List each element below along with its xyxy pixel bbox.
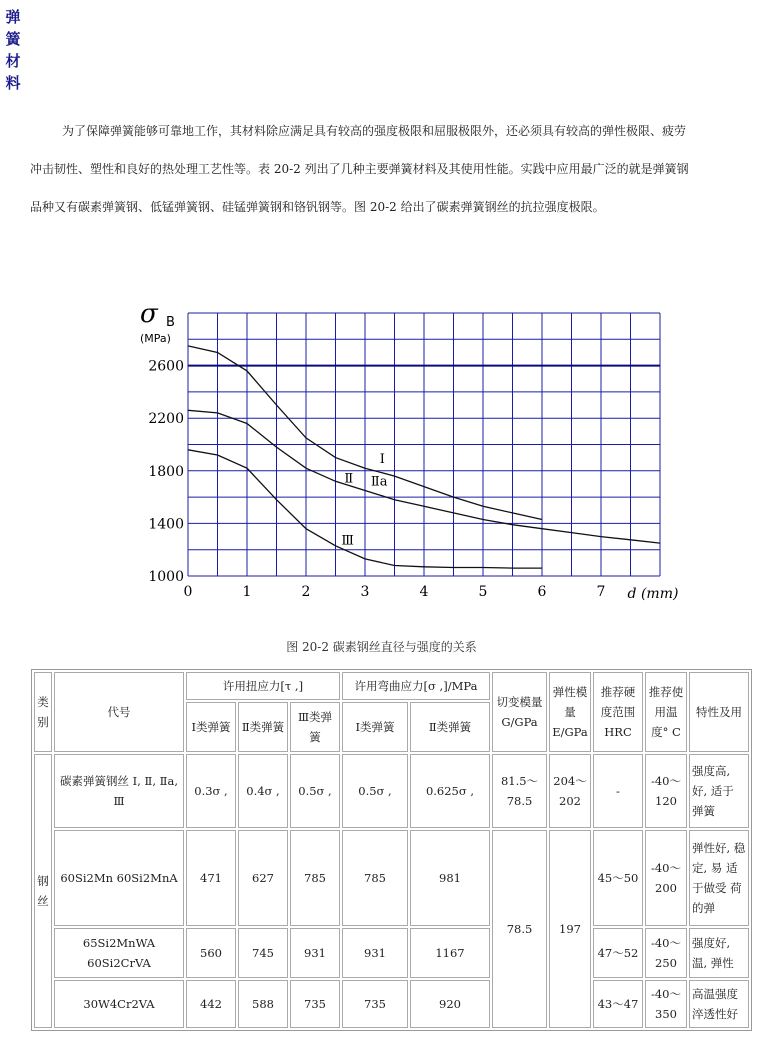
table-row	[34, 980, 749, 1028]
header-bending: 许用弯曲应力[σ ,]/MPa	[342, 672, 490, 700]
torsion-3-cell: 931	[290, 928, 340, 978]
torsion-1-cell: 0.3σ ,	[186, 754, 236, 828]
bending-2-cell: 0.625σ ,	[410, 754, 490, 828]
torsion-2-cell: 745	[238, 928, 288, 978]
section-title	[4, 6, 22, 94]
table-row	[34, 928, 749, 978]
header-shear-modulus: 切变模量 G/GPa	[492, 672, 547, 752]
title-char: 料	[5, 74, 21, 92]
code-cell: 60Si2Mn 60Si2MnA	[54, 830, 184, 926]
y-axis-unit: (MPa)	[140, 332, 171, 345]
code-cell: 65Si2MnWA 60Si2CrVA	[54, 928, 184, 978]
x-tick-label: 3	[360, 584, 370, 600]
code-cell: 碳素弹簧钢丝 Ⅰ, Ⅱ, Ⅱa, Ⅲ	[54, 754, 184, 828]
paragraph-line: 品种又有碳素弹簧钢、低锰弹簧钢、硅锰弹簧钢和铬钒钢等。图 20-2 给出了碳素弹簧钢丝的抗拉强度极限。	[30, 200, 605, 214]
temperature-cell: -40～ 120	[645, 754, 687, 828]
elastic-modulus-cell: 197	[549, 830, 591, 1028]
torsion-2-cell: 0.4σ ,	[238, 754, 288, 828]
features-cell: 弹性好, 稳定, 易 适于做受 荷的弹	[689, 830, 749, 926]
y-tick-label: 1400	[148, 516, 184, 533]
header-hrc: 推荐硬度范围 HRC	[593, 672, 643, 752]
hrc-cell: -	[593, 754, 643, 828]
paragraph-line: 为了保障弹簧能够可靠地工作，其材料除应满足具有较高的强度极限和屈服极限外，还必须具有较高的弹性极限、疲劳	[62, 124, 687, 138]
bending-1-cell: 931	[342, 928, 408, 978]
bending-1-cell: 735	[342, 980, 408, 1028]
y-tick-label: 1000	[148, 569, 184, 585]
bending-1-cell: 0.5σ ,	[342, 754, 408, 828]
bending-1-cell: 785	[342, 830, 408, 926]
header-torsion-3: Ⅲ类弹簧	[290, 702, 340, 752]
header-elastic-modulus: 弹性模量 E/GPa	[549, 672, 591, 752]
hrc-cell: 47～52	[593, 928, 643, 978]
paragraph-line: 冲击韧性、塑性和良好的热处理工艺性等。表 20-2 列出了几种主要弹簧材料及其使用性能。实践中应用最广泛的就是弹簧钢	[30, 162, 689, 176]
torsion-1-cell: 560	[186, 928, 236, 978]
x-tick-label: 5	[478, 584, 488, 600]
spring-material-table	[31, 669, 752, 1031]
y-tick-label: 1800	[148, 463, 184, 480]
header-torsion-2: Ⅱ类弹簧	[238, 702, 288, 752]
header-bending-1: Ⅰ类弹簧	[342, 702, 408, 752]
shear-modulus-cell: 81.5～ 78.5	[492, 754, 547, 828]
x-tick-label: 6	[537, 584, 547, 600]
table-row	[34, 830, 749, 926]
hrc-cell: 43～47	[593, 980, 643, 1028]
curve-label: Ⅱa	[370, 474, 388, 490]
temperature-cell: -40～ 200	[645, 830, 687, 926]
torsion-1-cell: 442	[186, 980, 236, 1028]
intro-paragraph	[30, 112, 763, 226]
code-cell: 30W4Cr2VA	[54, 980, 184, 1028]
header-torsion: 许用扭应力[τ ,]	[186, 672, 340, 700]
title-char: 弹	[5, 8, 21, 26]
x-tick-label: 0	[183, 584, 193, 600]
torsion-3-cell: 0.5σ ,	[290, 754, 340, 828]
x-tick-label: 7	[596, 584, 606, 600]
curve-label: Ⅲ	[341, 533, 354, 549]
features-cell: 强度好, 温, 弹性	[689, 928, 749, 978]
torsion-2-cell: 588	[238, 980, 288, 1028]
category-cell: 钢丝	[34, 754, 52, 1028]
title-char: 材	[5, 52, 21, 70]
header-temperature: 推荐使用温度° C	[645, 672, 687, 752]
header-code: 代号	[54, 672, 184, 752]
bending-2-cell: 1167	[410, 928, 490, 978]
temperature-cell: -40～ 250	[645, 928, 687, 978]
torsion-3-cell: 735	[290, 980, 340, 1028]
header-bending-2: Ⅱ类弹簧	[410, 702, 490, 752]
x-tick-label: 2	[301, 584, 311, 600]
shear-modulus-cell: 78.5	[492, 830, 547, 1028]
y-tick-label: 2200	[148, 411, 184, 428]
y-tick-label: 2600	[148, 358, 184, 375]
torsion-1-cell: 471	[186, 830, 236, 926]
torsion-3-cell: 785	[290, 830, 340, 926]
header-torsion-1: Ⅰ类弹簧	[186, 702, 236, 752]
features-cell: 高温强度 淬透性好	[689, 980, 749, 1028]
x-tick-label: 1	[242, 584, 252, 600]
header-features: 特性及用	[689, 672, 749, 752]
x-tick-label: 4	[419, 584, 429, 600]
hrc-cell: 45～50	[593, 830, 643, 926]
y-axis-symbol: σ	[140, 299, 158, 329]
bending-2-cell: 920	[410, 980, 490, 1028]
y-axis-subscript: B	[166, 315, 175, 330]
figure-caption: 图 20-2 碳素钢丝直径与强度的关系	[286, 640, 477, 654]
curve-label: Ⅱ	[344, 471, 354, 487]
torsion-2-cell: 627	[238, 830, 288, 926]
temperature-cell: -40～ 350	[645, 980, 687, 1028]
features-cell: 强度高, 好, 适于 弹簧	[689, 754, 749, 828]
table-row	[34, 754, 749, 828]
bending-2-cell: 981	[410, 830, 490, 926]
header-category: 类别	[34, 672, 52, 752]
elastic-modulus-cell: 204～ 202	[549, 754, 591, 828]
x-axis-label: d (mm)	[627, 586, 679, 602]
title-char: 簧	[5, 30, 21, 48]
curve-label: Ⅰ	[379, 451, 385, 467]
strength-diameter-chart	[128, 298, 698, 608]
